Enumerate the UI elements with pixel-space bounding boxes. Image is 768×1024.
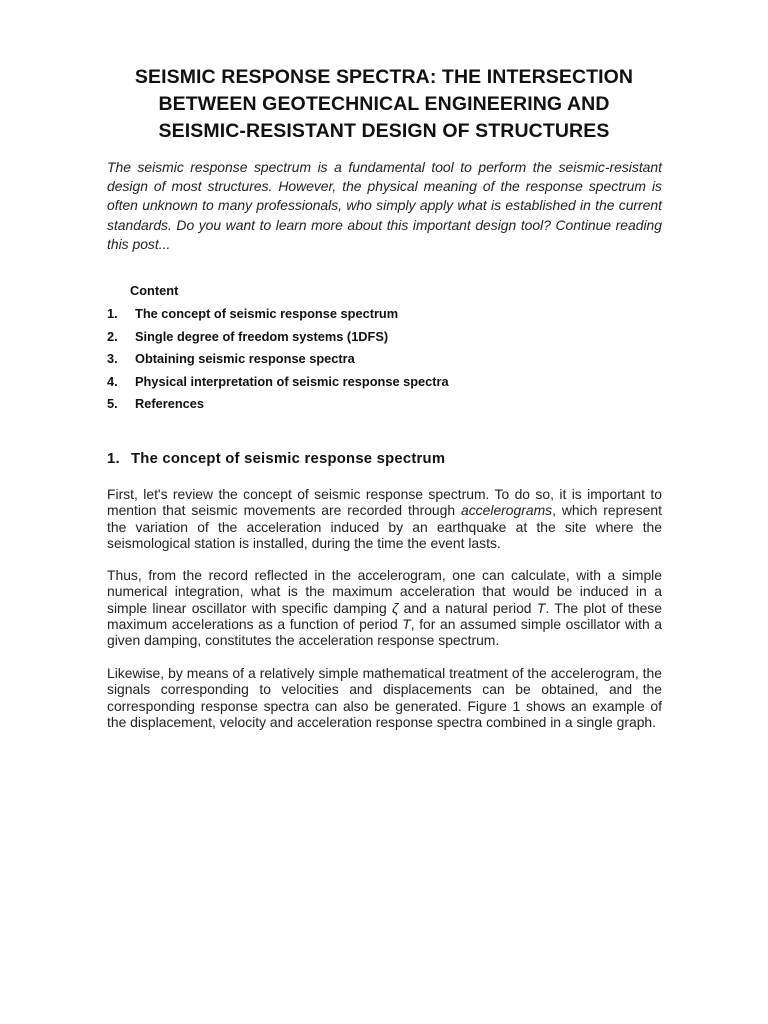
- paragraph-text: and a natural period: [398, 599, 537, 616]
- toc-item-number: 3.: [107, 351, 118, 366]
- section-1-heading: [107, 451, 445, 467]
- title-line-2: BETWEEN GEOTECHNICAL ENGINEERING AND: [158, 93, 610, 115]
- emphasis-text: accelerograms: [461, 502, 553, 519]
- toc-heading: Content: [130, 283, 179, 298]
- toc-item[interactable]: [107, 329, 607, 352]
- paragraph-3: Likewise, by means of a relatively simple mathematical treatment of the accelerogram, the signals corresponding to velocities and displacements can be obtained, and the corresponding response spectra can also be generated. Figure 1 shows an example of the displacement, velocity and acceleration response spectra combined in a single graph.: [107, 665, 662, 730]
- paragraph-text: . The plot of these maximum accelerations as a function of period: [107, 599, 662, 632]
- period-symbol: T: [402, 615, 411, 632]
- toc-item-label: The concept of seismic response spectrum: [135, 306, 399, 321]
- toc-item[interactable]: [107, 351, 607, 374]
- toc-item-label: Physical interpretation of seismic response spectra: [135, 373, 449, 389]
- table-of-contents: [107, 306, 607, 419]
- toc-item-label: References: [135, 396, 205, 411]
- paragraph-text: First, let's review the concept of seismic response spectrum. To do so, it is important to mention that seismic movements are recorded through: [107, 486, 662, 519]
- toc-item-number: 1.: [107, 306, 118, 321]
- section-title: The concept of seismic response spectrum: [131, 451, 446, 467]
- section-number: 1.: [107, 451, 120, 467]
- paragraph-2: [107, 567, 662, 648]
- title-line-3: SEISMIC-RESISTANT DESIGN OF STRUCTURES: [158, 120, 610, 142]
- paragraph-text: Thus, from the record reflected in the accelerogram, one can calculate, with a simple numerical integration, what is the maximum acceleration that would be induced in a simple linear oscillator with specific damping: [107, 567, 662, 616]
- paragraph-text: , which represent the variation of the acceleration induced by an earthquake at the site where the seismological station is installed, during the time the event lasts.: [107, 502, 662, 551]
- toc-item-label: Obtaining seismic response spectra: [135, 351, 355, 366]
- paragraph-text: , for an assumed simple oscillator with a given damping, constitutes the acceleration response spectrum.: [107, 615, 662, 649]
- toc-item[interactable]: [107, 396, 607, 419]
- toc-item-number: 2.: [107, 328, 118, 344]
- title-line-1: SEISMIC RESPONSE SPECTRA: THE INTERSECTION: [134, 66, 634, 88]
- toc-item-number: 5.: [107, 396, 118, 411]
- toc-item[interactable]: [107, 374, 607, 397]
- toc-item-label: Single degree of freedom systems (1DFS): [135, 328, 389, 344]
- document-title: [100, 64, 668, 145]
- abstract: The seismic response spectrum is a fundamental tool to perform the seismic-resistant design of most structures. However, the physical meaning of the response spectrum is often unknown to many professionals, who simply apply what is established in the current standards. Do you want to learn more about this important design tool? Continue reading this post...: [107, 159, 662, 252]
- toc-item-number: 4.: [107, 373, 118, 389]
- toc-item[interactable]: [107, 306, 607, 329]
- period-symbol: T: [536, 599, 546, 616]
- paragraph-1: [107, 486, 662, 551]
- damping-symbol: ζ: [391, 599, 399, 616]
